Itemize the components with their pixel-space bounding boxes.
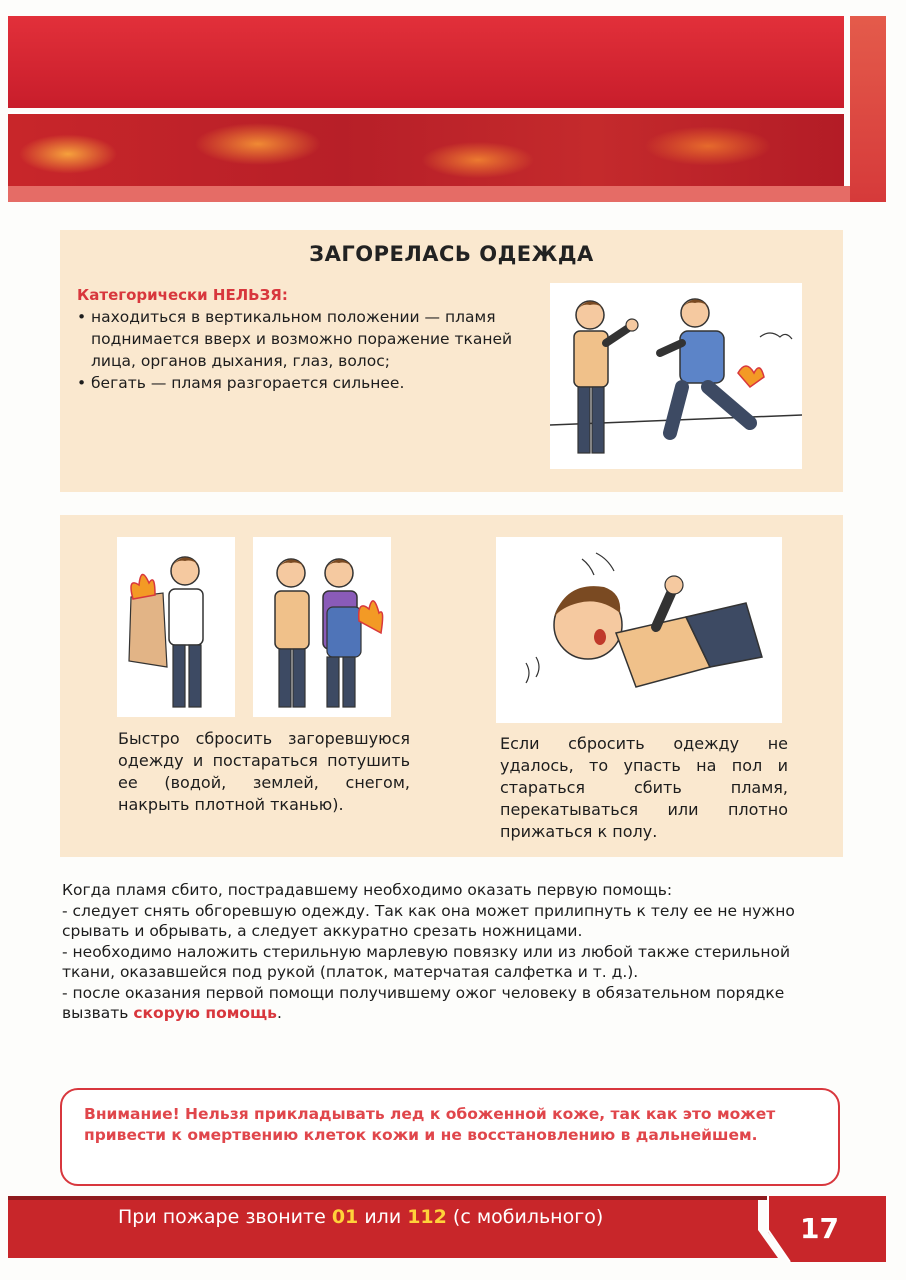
footer-prefix: При пожаре звоните — [118, 1206, 332, 1228]
first-aid-item: - необходимо наложить стерильную марлевую повязку или из любой также стерильной ткани, оказавшейся под рукой (платок, матерчатая салфетка и т. д.). — [62, 942, 791, 981]
footer-suffix: (с мобильного) — [446, 1206, 604, 1228]
page-number: 17 — [800, 1212, 839, 1245]
helping-remove-jacket-illustration — [253, 537, 391, 717]
boy-throwing-jacket-illustration — [117, 537, 235, 717]
forbidden-item: • находиться в вертикальном положении — пламя поднимается вверх и возможно поражение тканей лица, органов дыхания, глаз, волос; — [77, 306, 547, 372]
forbidden-panel — [60, 230, 843, 492]
warning-box — [60, 1088, 840, 1186]
caption-roll: Если сбросить одежду не удалось, то упасть на пол и стараться сбить пламя, перекатываться или плотно прижаться к полу. — [500, 734, 788, 841]
header-band — [8, 186, 850, 202]
first-aid-text — [62, 880, 846, 1024]
footer-bar — [8, 1196, 886, 1262]
footer-middle: или — [358, 1206, 408, 1228]
forbidden-heading: Категорически НЕЛЬЗЯ: — [77, 286, 288, 304]
first-aid-intro: Когда пламя сбито, пострадавшему необходимо оказать первую помощь: — [62, 881, 673, 899]
footer-number-112: 112 — [407, 1206, 447, 1228]
forbidden-item: • бегать — пламя разгорается сильнее. — [77, 372, 547, 394]
actions-panel — [60, 515, 843, 857]
first-aid-item-last — [62, 983, 846, 1024]
footer-emergency-text — [118, 1206, 603, 1228]
caption-throw-off: Быстро сбросить загоревшуюся одежду и постараться потушить ее (водой, землей, снегом, накрыть плотной тканью). — [118, 729, 410, 814]
running-boy-illustration — [550, 283, 802, 469]
ambulance-highlight: скорую помощь — [133, 1004, 277, 1022]
footer-number-01: 01 — [331, 1206, 359, 1228]
forbidden-list — [77, 306, 547, 394]
header-side-tab — [850, 16, 886, 202]
page-title: ЗАГОРЕЛАСЬ ОДЕЖДА — [309, 242, 594, 266]
first-aid-last-suffix: . — [276, 1004, 282, 1022]
boy-rolling-on-floor-illustration — [496, 537, 782, 723]
header-banner — [8, 16, 844, 108]
warning-text: Внимание! Нельзя прикладывать лед к обоженной коже, так как это может привести к омертвению клеток кожи и не восстановлению в дальнейшем. — [84, 1105, 776, 1144]
first-aid-last-prefix: - после оказания первой помощи получившему ожог человеку в обязательном порядке вызвать — [62, 983, 785, 1022]
header-flame-strip — [8, 112, 844, 188]
first-aid-item: - следует снять обгоревшую одежду. Так как она может прилипнуть к телу ее не нужно срывать и обрывать, а следует аккуратно срезать ножницами. — [62, 901, 795, 940]
